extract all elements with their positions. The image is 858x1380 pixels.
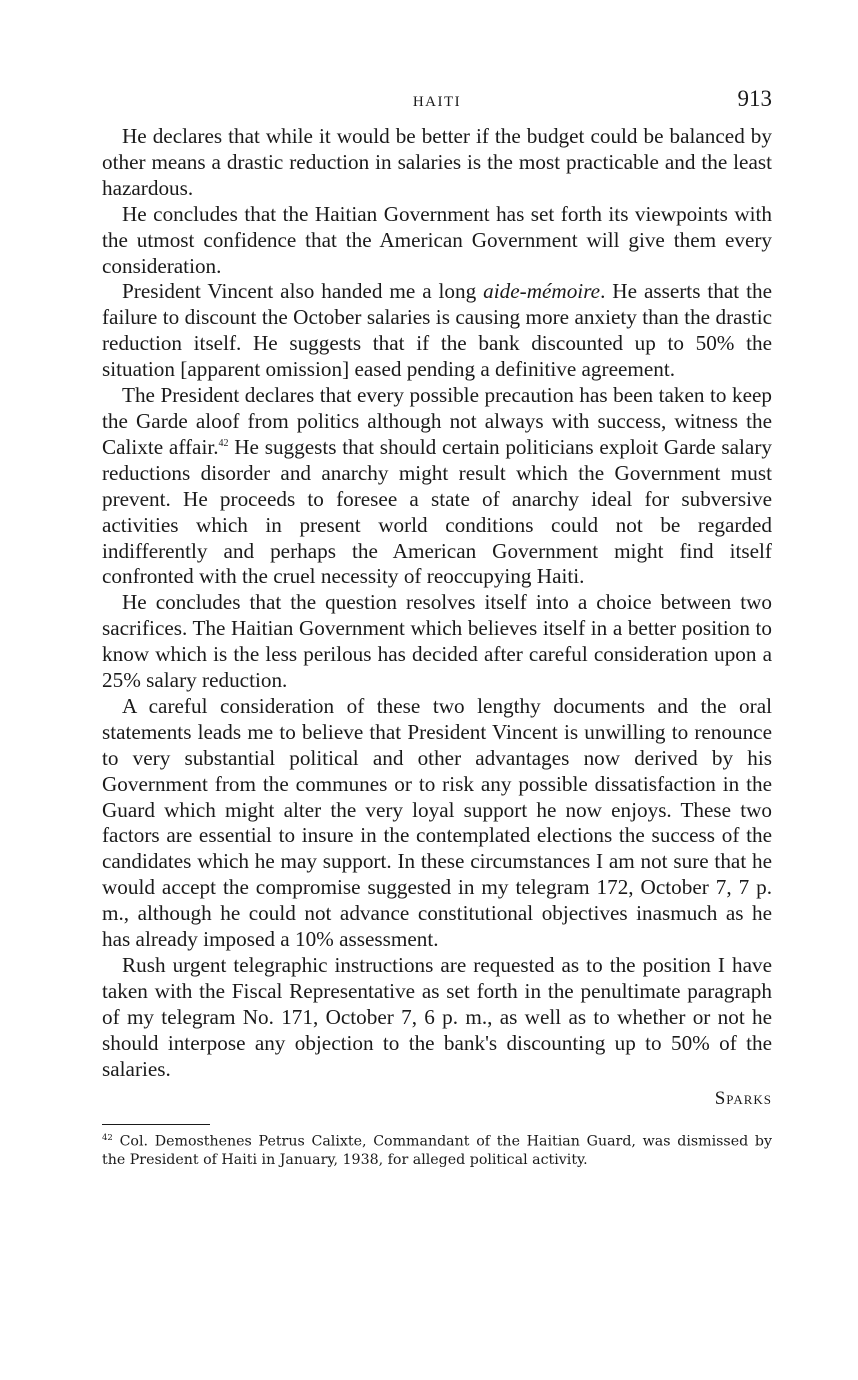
paragraph: [102, 590, 772, 694]
paragraph: [102, 694, 772, 953]
running-head: HAITI: [412, 94, 462, 110]
footnote-divider: [102, 1124, 210, 1125]
footnote-text: Col. Demosthenes Petrus Calixte, Commandant of the Haitian Guard, was dismissed by the President of Haiti in January, 1938, for alleged political activity.: [102, 1133, 772, 1169]
italic-term: aide-mémoire: [483, 279, 601, 304]
paragraph: [102, 383, 772, 590]
paragraph-text: Rush urgent telegraphic instructions are requested as to the position I have taken with the Fiscal Representative as set forth in the penultimate paragraph of my telegram No. 171, October 7, 6 p. m., as well as to whether or not he should interpose any objection to the bank's discounting up to 50% of the salaries.: [102, 953, 772, 1081]
paragraph-text: The President declares that every possible precaution has been taken to keep the Garde aloof from politics although not always with success, witness the Calixte affair.: [102, 383, 772, 459]
body-text: [102, 124, 772, 1083]
footnote-marker: 42: [102, 1132, 113, 1143]
paragraph-text: He declares that while it would be better if the budget could be balanced by other means a drastic reduction in salaries is the most practicable and the least hazardous.: [102, 124, 772, 200]
paragraph: [102, 279, 772, 383]
footnote: [102, 1129, 772, 1171]
document-page: [102, 88, 772, 1170]
paragraph-text: A careful consideration of these two lengthy documents and the oral statements leads me to believe that President Vincent is unwilling to renounce to very substantial political and other advantages now derived by his Government from the communes or to risk any possible dissatisfaction in the Guard which might alter the very loyal support he now enjoys. These two factors are essential to insure in the contemplated elections the success of the candidates which he may support. In these circumstances I am not sure that he would accept the compromise suggested in my telegram 172, October 7, 7 p. m., although he could not advance constitutional objectives inasmuch as he has already imposed a 10% assessment.: [102, 693, 772, 952]
signature: Sparks: [714, 1087, 772, 1109]
paragraph-text: He concludes that the question resolves itself into a choice between two sacrifices. The Haitian Government which believes itself in a better position to know which is the less perilous has decided after careful consideration upon a 25% salary reduction.: [102, 590, 772, 693]
paragraph: [102, 202, 772, 280]
paragraph-text: He suggests that should certain politicians exploit Garde salary reductions disorder and anarchy might result which the Government must prevent. He proceeds to foresee a state of anarchy ideal for subversive activities which in present world conditions could not be regarded indifferently and perhaps the American Government might find itself confronted with the cruel necessity of reoccupying Haiti.: [102, 434, 772, 589]
paragraph-text: . He asserts that the failure to discount the October salaries is causing more anxiety than the drastic reduction itself. He suggests that if the bank discounted up to 50% the situation [apparent omission] eased pending a definitive agreement.: [102, 279, 772, 382]
paragraph: [102, 124, 772, 202]
page-number: 913: [737, 86, 772, 111]
paragraph: [102, 953, 772, 1083]
paragraph-text: He concludes that the Haitian Government has set forth its viewpoints with the utmost confidence that the American Government will give them every consideration.: [102, 201, 772, 278]
page-header: [102, 88, 772, 124]
footnote-reference[interactable]: 42: [218, 437, 229, 449]
paragraph-text: President Vincent also handed me a long: [122, 279, 484, 304]
